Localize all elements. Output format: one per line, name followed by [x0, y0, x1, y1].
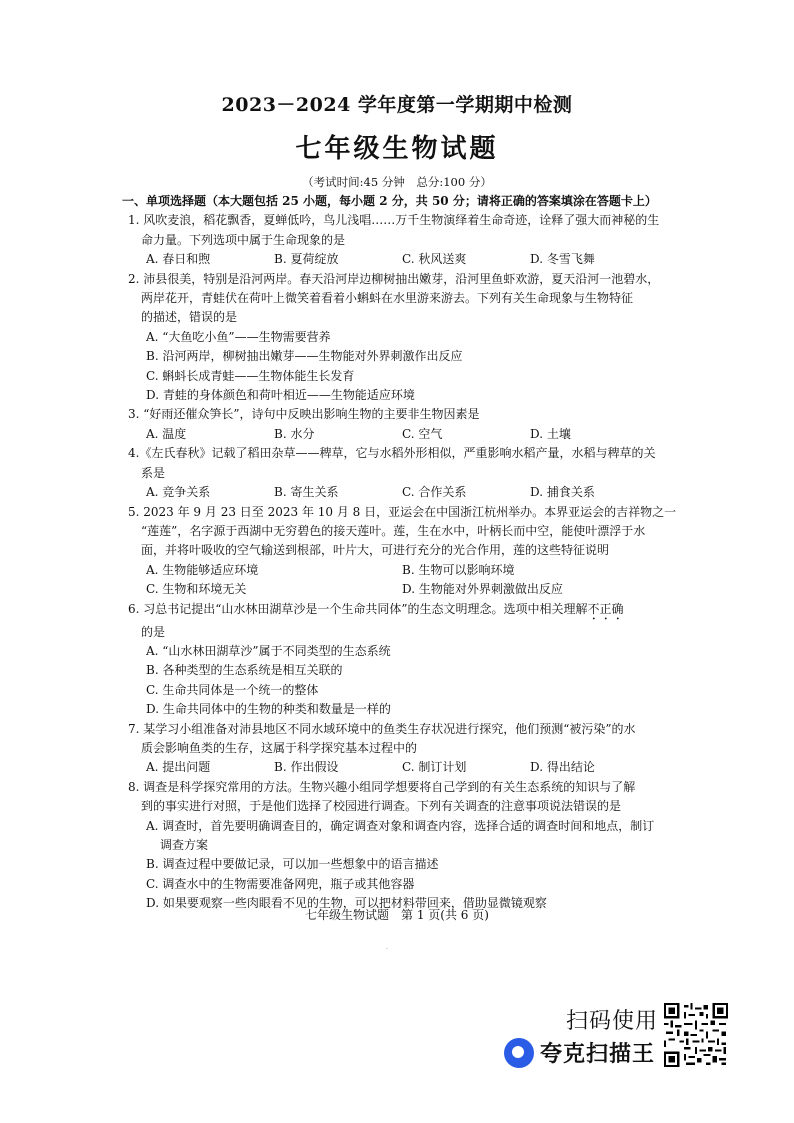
emphasis-not-correct: 不正确 [587, 601, 624, 616]
option-a: A. 温度 [146, 426, 187, 441]
question-1-stem: 1. 风吹麦浪，稻花飘香，夏蝉低吟，鸟儿浅唱……万千生物演绎着生命奇迹，诠释了强大而神秘的生 命力量。下列选项中属于生命现象的是 [128, 213, 660, 247]
option-a: A. 调查时，首先要明确调查目的，确定调查对象和调查内容，选择合适的调查时间和地点，制订 [146, 818, 655, 833]
exam-subject-title: 七年级生物试题 [295, 134, 499, 164]
option-d: D. 土壤 [530, 426, 571, 441]
question-6-stem: 6. 习总书记提出“山水林田湖草沙是一个生命共同体”的生态文明理念。选项中相关理解不正确 的是 [128, 601, 624, 639]
option-b: B. 各种类型的生态系统是相互关联的 [146, 663, 343, 678]
scan-label: 扫码使用 [566, 1009, 659, 1034]
option-c: C. 生物和环境无关 [146, 582, 247, 597]
exam-time-score: （考试时间:45 分钟 总分:100 分） [302, 175, 492, 189]
option-a: A. 生物能够适应环境 [146, 562, 259, 577]
question-5-stem: 5. 2023 年 9 月 23 日至 2023 年 10 月 8 日，亚运会在中国浙江杭州举办。本界亚运会的吉祥物之一 “莲莲”，名字源于西湖中无穷碧色的接天莲叶。莲，生在水中，叶柄长而中空，能使叶漂浮于水 面，并将叶吸收的空气输送到根部，叶片大，可进行充分的光合作用，莲的这些特征说明 [128, 504, 677, 558]
option-c: C. 秋风送爽 [402, 252, 467, 267]
qr-code-icon[interactable] [664, 1003, 728, 1067]
question-8-stem: 8. 调查是科学探究常用的方法。生物兴趣小组同学想要将自己学到的有关生态系统的知识与了解 到的事实进行对照，于是他们选择了校园进行调查。下列有关调查的注意事项说法错误的是 [128, 779, 636, 814]
option-d: D. 捕食关系 [530, 485, 595, 500]
option-b: B. 作出假设 [274, 760, 339, 775]
option-d: D. 生命共同体中的生物的种类和数量是一样的 [146, 702, 391, 717]
option-c: C. 制订计划 [402, 760, 467, 775]
option-b: B. 水分 [274, 426, 315, 441]
option-d: D. 冬雪飞舞 [530, 252, 595, 267]
option-b: B. 调查过程中要做记录，可以加一些想象中的语言描述 [146, 857, 439, 872]
option-c: C. 生命共同体是一个统一的整体 [146, 682, 319, 697]
brand-name: 夸克扫描王 [540, 1042, 656, 1067]
question-7-stem: 7. 某学习小组准备对沛县地区不同水域环境中的鱼类生存状况进行探究，他们预测“被污染”的水 质会影响鱼类的生存，这属于科学探究基本过程中的 [128, 721, 636, 755]
page-footer: 七年级生物试题 第 1 页(共 6 页) [305, 908, 489, 922]
question-1-options [128, 250, 688, 269]
option-b: B. 寄生关系 [274, 485, 339, 500]
question-5-options-row2 [128, 580, 688, 599]
option-b: B. 夏荷绽放 [274, 252, 339, 267]
question-4-stem: 4.《左氏春秋》记载了稻田杂草——稗草，它与水稻外形相似，严重影响水稻产量，水稻与稗草的关 系是 [128, 446, 656, 480]
option-d: D. 青蛙的身体颜色和荷叶相近——生物能适应环境 [146, 388, 415, 403]
question-list [122, 192, 688, 914]
quark-logo-icon [504, 1038, 534, 1068]
scanner-brand [504, 1037, 655, 1068]
question-3-options [128, 425, 688, 444]
option-d: D. 得出结论 [530, 760, 595, 775]
option-c: C. 调查水中的生物需要准备网兜，瓶子或其他容器 [146, 876, 415, 891]
option-d: D. 如果要观察一些肉眼看不见的生物，可以把材料带回来，借助显微镜观察 [146, 896, 547, 911]
question-4-options [128, 483, 688, 502]
option-a: A. “山水林田湖草沙”属于不同类型的生态系统 [146, 643, 391, 658]
option-c: C. 空气 [402, 426, 443, 441]
question-2-stem: 2. 沛县很美，特别是沿河两岸。春天沿河岸边柳树抽出嫩芽，沿河里鱼虾欢游，夏天沿河一池碧水， 两岸花开，青蛙伏在荷叶上微笑着看着小蝌蚪在水里游来游去。下列有关生命现象与生物特征 的描述，错误的是 [128, 271, 660, 325]
section-heading: 一、单项选择题（本大题包括 25 小题，每小题 2 分，共 50 分；请将正确的答案填涂在答题卡上） [122, 194, 657, 208]
option-d: D. 生物能对外界刺激做出反应 [402, 582, 563, 597]
question-5-options-row1 [128, 561, 688, 580]
option-a: A. 春日和煦 [146, 252, 211, 267]
scan-speck: · [386, 946, 388, 953]
option-a: A. 竞争关系 [146, 485, 211, 500]
exam-period-title: 2023－2024 学年度第一学期期中检测 [221, 94, 573, 116]
question-3-stem: 3. “好雨还催众笋长”，诗句中反映出影响生物的主要非生物因素是 [128, 407, 480, 422]
option-b: B. 沿河两岸，柳树抽出嫩芽——生物能对外界刺激作出反应 [146, 349, 463, 364]
option-c: C. 合作关系 [402, 485, 467, 500]
option-c: C. 蝌蚪长成青蛙——生物体能生长发育 [146, 368, 355, 383]
question-7-options [128, 758, 688, 777]
option-a: A. 提出问题 [146, 760, 211, 775]
option-b: B. 生物可以影响环境 [402, 562, 515, 577]
option-a: A. “大鱼吃小鱼”——生物需要营养 [146, 329, 331, 344]
option-a-continued: 调查方案 [160, 838, 209, 852]
